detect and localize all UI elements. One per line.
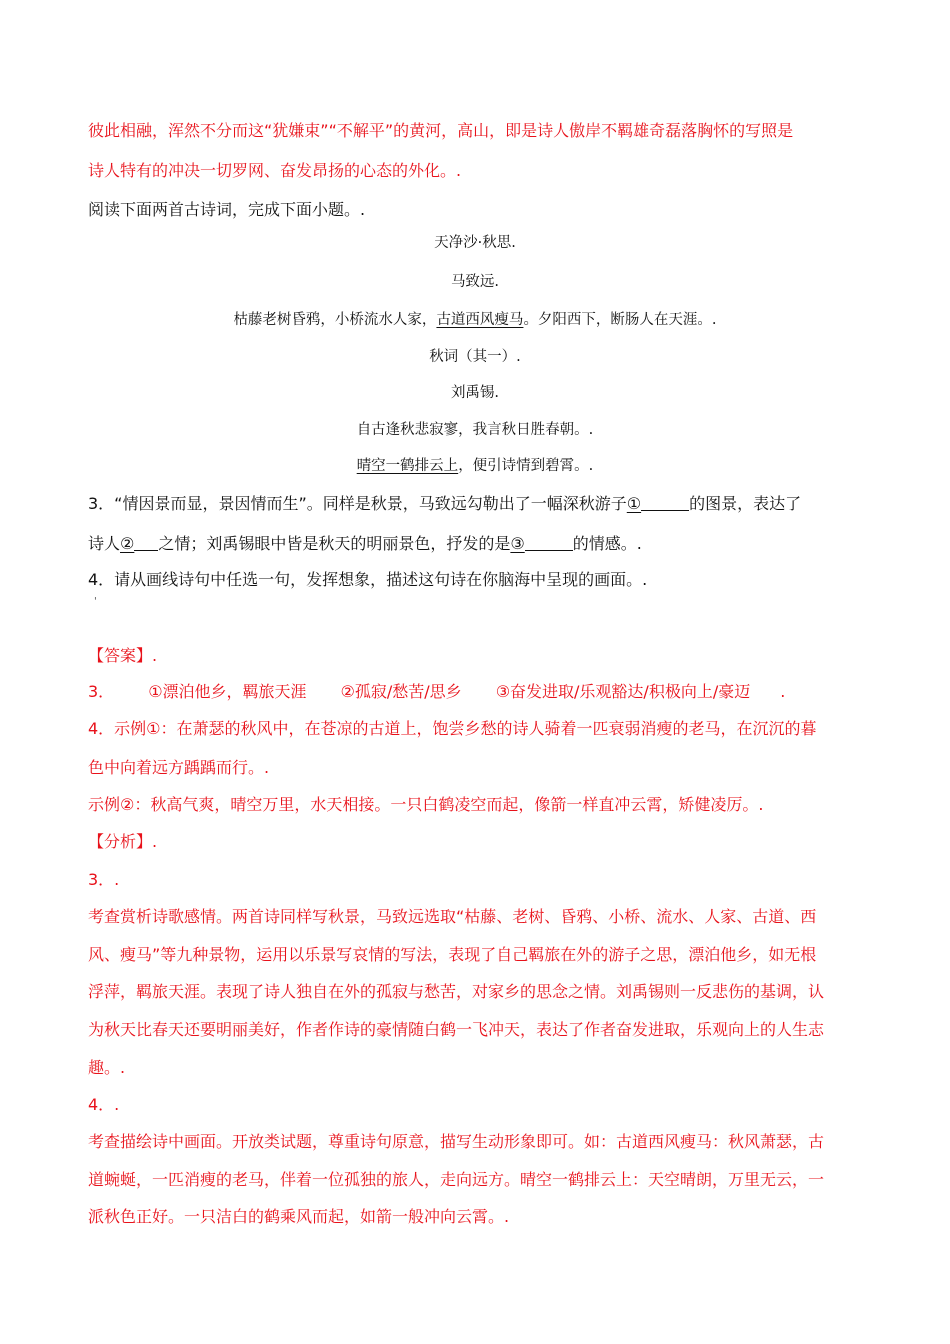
poem2-line-2 [0,456,950,476]
intro-text-line-2: 诗人特有的冲决一切罗网、奋发昂扬的心态的外化。. [88,161,462,180]
q3-blank-marker-1: ① [626,494,642,513]
question-3-line-1 [88,493,801,515]
q3-blank-3[interactable] [525,534,573,551]
answer-4-line-1: 4．示例①：在萧瑟的秋风中，在苍凉的古道上，饱尝乡愁的诗人骑着一匹衰弱消瘦的老马，在沉沉的暮 [88,719,817,738]
answer-3-item-2: ②孤寂/愁苦/思乡 [340,682,462,701]
analysis-3-number: 3．. [88,870,120,889]
q3-text-1: 3．“情因景而显，景因情而生”。同样是秋景，马致远勾勒出了一幅深秋游子 [88,494,627,513]
question-3-line-2 [88,533,642,555]
answer-4-line-3: 示例②：秋高气爽，晴空万里，水天相接。一只白鹤凌空而起，像箭一样直冲云霄，矫健凌厉。. [88,795,764,814]
poem1-line-a: 枯藤老树昏鸦，小桥流水人家， [233,312,437,328]
q3-blank-2[interactable] [134,534,158,551]
q3-text-4: 之情；刘禹锡眼中皆是秋天的明丽景色，抒发的是 [158,534,511,553]
q3-blank-1[interactable] [641,494,689,511]
poem2-author: 刘禹锡. [450,385,500,401]
analysis-4-line-1: 考查描绘诗中画面。开放类试题，尊重诗句原意，描写生动形象即可。如：古道西风瘦马：秋风萧瑟，古 [88,1132,825,1151]
question-4: 4．请从画线诗句中任选一句，发挥想象，描述这句诗在你脑海中呈现的画面。. [88,570,648,589]
answer-4-line-2: 色中向着远方踽踽而行。. [88,758,270,777]
answer-3 [88,681,785,703]
poem1-line-c: 。夕阳西下，断肠人在天涯。. [523,312,717,328]
poem2-line-2-rest: ，便引诗情到碧霄。. [458,458,594,474]
poem2-line-1: 自古逢秋悲寂寥，我言秋日胜春朝。. [356,422,594,438]
answer-3-end: . [780,682,786,701]
q3-blank-marker-3: ③ [510,534,525,553]
analysis-3-line-4: 为秋天比春天还要明丽美好，作者作诗的豪情随白鹤一飞冲天，表达了作者奋发进取，乐观向上的人生志 [88,1020,825,1039]
reading-instruction: 阅读下面两首古诗词，完成下面小题。. [88,200,366,219]
answer-3-item-1: ①漂泊他乡，羁旅天涯 [148,682,307,701]
poem1-underlined-line: 古道西风瘦马 [436,312,524,328]
poem2-underlined-line: 晴空一鹤排云上 [356,458,459,474]
answer-3-number: 3． [88,682,115,701]
stray-mark: ' [94,596,97,607]
poem1-author: 马致远. [450,274,500,290]
q3-blank-marker-2: ② [120,534,135,553]
analysis-3-line-1: 考查赏析诗歌感情。两首诗同样写秋景，马致远选取“枯藤、老树、昏鸦、小桥、流水、人家、古道、西 [88,907,817,926]
poem2-title: 秋词（其一）. [429,349,521,365]
analysis-3-line-3: 浮萍，羁旅天涯。表现了诗人独自在外的孤寂与愁苦，对家乡的思念之情。刘禹锡则一反悲伤的基调，认 [88,982,825,1001]
intro-text-line-1: 彼此相融，浑然不分而这“犹嫌束”“不解平”的黄河，高山，即是诗人傲岸不羁雄奇磊落胸怀的写照是 [88,121,794,140]
q3-text-5: 的情感。. [572,534,642,553]
analysis-4-number: 4．. [88,1095,120,1114]
analysis-3-line-2: 风、瘦马”等九种景物，运用以乐景写哀情的写法，表现了自己羁旅在外的游子之思，漂泊他乡，如无根 [88,945,817,964]
analysis-4-line-3: 派秋色正好。一只洁白的鹤乘风而起，如箭一般冲向云霄。. [88,1207,510,1226]
answer-3-item-3: ③奋发进取/乐观豁达/积极向上/豪迈 [495,682,751,701]
q3-text-3: 诗人 [88,534,121,553]
poem1-title: 天净沙·秋思. [434,235,516,251]
analysis-3-line-5: 趣。. [88,1058,126,1077]
q3-text-2: 的图景，表达了 [689,494,802,513]
answer-header: 【答案】. [88,646,158,665]
analysis-4-line-2: 道蜿蜒，一匹消瘦的老马，伴着一位孤独的旅人，走向远方。晴空一鹤排云上：天空晴朗，万里无云，一 [88,1170,825,1189]
analysis-header: 【分析】. [88,832,158,851]
poem1-text [0,310,950,330]
